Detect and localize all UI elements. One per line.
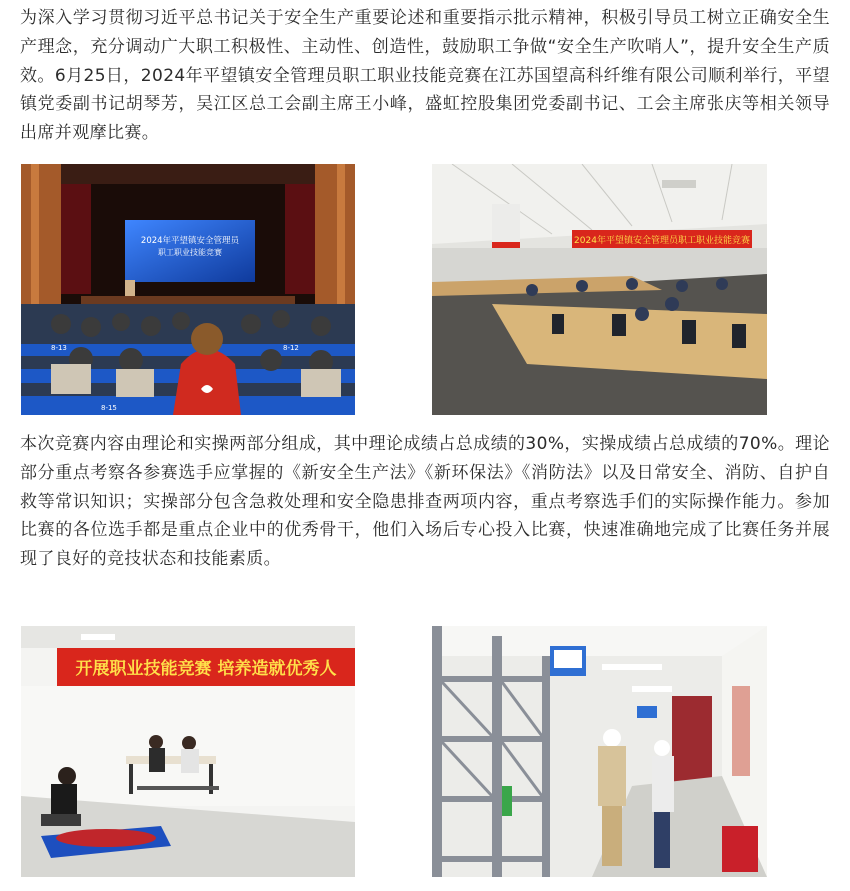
stage-screen-subtitle: 职工职业技能竞赛	[158, 248, 222, 257]
stage-screen-title: 2024年平望镇安全管理员	[140, 236, 240, 246]
first-aid-photo	[21, 626, 355, 877]
seat-label: 8-12	[283, 344, 299, 352]
practice-banner: 开展职业技能竞赛 培养造就优秀人	[75, 659, 337, 679]
auditorium-photo	[21, 164, 355, 415]
intro-paragraph: 为深入学习贯彻习近平总书记关于安全生产重要论述和重要指示批示精神，积极引导员工树立正确安全生产理念，充分调动广大职工积极性、主动性、创造性，鼓励职工争做“安全生产吹哨人”，提升安全生产质效。6月25日，2024年平望镇安全管理员职工职业技能竞赛在江苏国望高科纤维有限公司顺利举行，平望镇党委副书记胡琴芳，吴江区总工会副主席王小峰，盛虹控股集团党委副书记、工会主席张庆等相关领导出席并观摩比赛。	[20, 8, 830, 144]
seat-label: 8-13	[51, 344, 67, 352]
seat-label: 8-15	[101, 404, 117, 412]
competition-paragraph: 本次竞赛内容由理论和实操两部分组成，其中理论成绩占总成绩的30%，实操成绩占总成绩的70%。理论部分重点考察各参赛选手应掌握的《新安全生产法》《新环保法》《消防法》以及日常安全、消防、自护自救等常识知识；实操部分包含急救处理和安全隐患排查两项内容，重点考察选手们的实际操作能力。参加比赛的各位选手都是重点企业中的优秀骨干，他们入场后专心投入比赛，快速准确地完成了比赛任务并展现了良好的竞技状态和技能素质。	[20, 434, 830, 570]
hall-banner: 2024年平望镇安全管理员职工职业技能竞赛	[574, 236, 750, 246]
inspection-photo	[432, 626, 767, 877]
exam-hall-photo	[432, 164, 767, 415]
